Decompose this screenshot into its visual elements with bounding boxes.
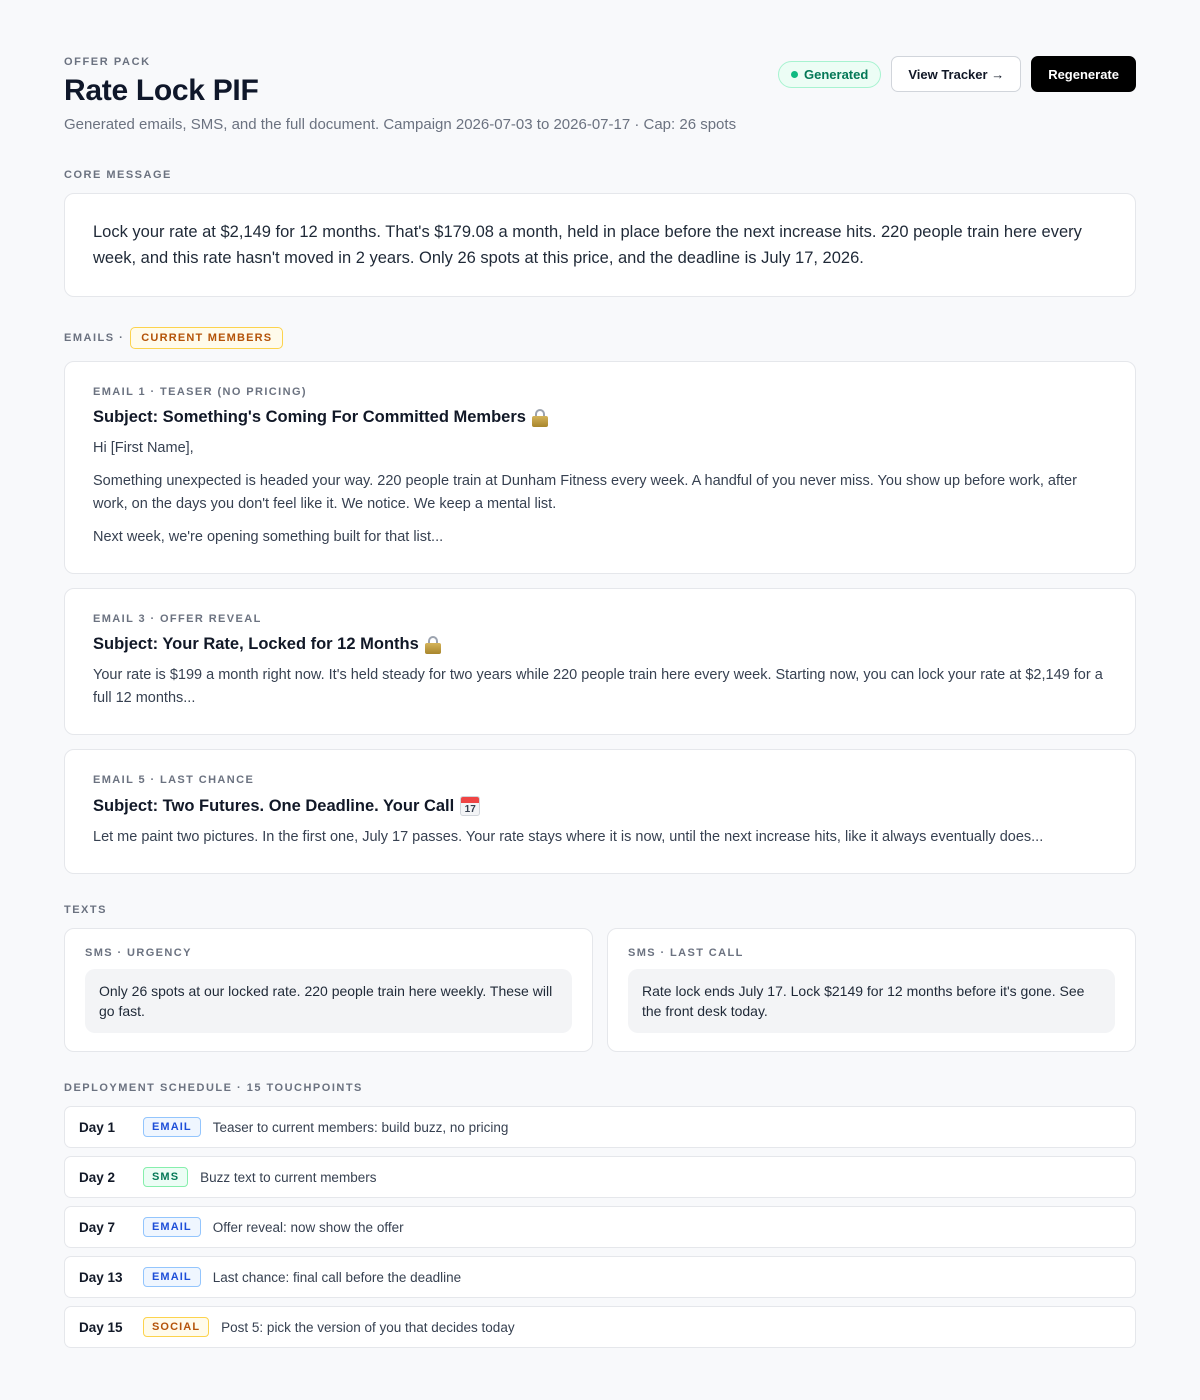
schedule-text: Buzz text to current members — [200, 1169, 377, 1185]
emails-heading: EMAILS · — [64, 332, 125, 344]
channel-tag: EMAIL — [143, 1117, 201, 1137]
schedule-day: Day 1 — [79, 1119, 116, 1135]
email-subject — [93, 635, 1107, 654]
email-list — [64, 361, 1136, 874]
page-title: Rate Lock PIF — [64, 74, 259, 107]
email-subject-text: Subject: Your Rate, Locked for 12 Months — [93, 635, 419, 653]
schedule-label: DEPLOYMENT SCHEDULE · 15 TOUCHPOINTS — [64, 1082, 363, 1094]
view-tracker-button[interactable]: View Tracker → — [891, 56, 1021, 92]
texts-row — [64, 928, 1136, 1052]
channel-tag: SMS — [143, 1167, 188, 1187]
schedule-row[interactable] — [64, 1106, 1136, 1148]
texts-label: TEXTS — [64, 904, 107, 916]
sms-card-last-call[interactable] — [607, 928, 1136, 1052]
lock-icon — [532, 409, 548, 427]
status-dot-icon — [791, 71, 798, 78]
status-label: Generated — [804, 66, 869, 82]
schedule-day: Day 2 — [79, 1169, 116, 1185]
schedule-section — [64, 1082, 1136, 1348]
email-subject-text: Subject: Something's Coming For Committed Members — [93, 408, 526, 426]
schedule-row[interactable] — [64, 1256, 1136, 1298]
emails-section — [64, 327, 1136, 874]
schedule-row[interactable] — [64, 1156, 1136, 1198]
schedule-day: Day 7 — [79, 1219, 116, 1235]
email-card-3[interactable] — [64, 588, 1136, 735]
email-card-1[interactable] — [64, 361, 1136, 574]
schedule-text: Offer reveal: now show the offer — [212, 1219, 404, 1235]
sms-kicker: SMS · LAST CALL — [628, 947, 744, 959]
page-subtitle: Generated emails, SMS, and the full document. Campaign 2026-07-03 to 2026-07-17 · Cap: 26 spots — [64, 116, 737, 133]
page-eyebrow: OFFER PACK — [64, 56, 151, 68]
email-greeting: Hi [First Name], — [93, 440, 194, 456]
schedule-row[interactable] — [64, 1206, 1136, 1248]
lock-icon — [425, 636, 441, 654]
schedule-text: Post 5: pick the version of you that decides today — [221, 1319, 515, 1335]
sms-kicker: SMS · URGENCY — [85, 947, 192, 959]
email-body: Something unexpected is headed your way. 220 people train at Dunham Fitness every week. A handful of you never miss. You show up before work, after work, on the days you don't feel like it. We notice. We keep a mental list. — [93, 473, 1077, 512]
channel-tag: SOCIAL — [143, 1317, 209, 1337]
regenerate-button[interactable]: Regenerate — [1031, 56, 1136, 92]
audience-badge: CURRENT MEMBERS — [130, 327, 283, 349]
core-message-section — [64, 169, 1136, 297]
email-body: Next week, we're opening something built for that list... — [93, 529, 444, 545]
sms-bubble: Only 26 spots at our locked rate. 220 people train here weekly. These will go fast. — [85, 969, 572, 1033]
emails-label — [64, 327, 1136, 349]
email-body: Your rate is $199 a month right now. It's held steady for two years while 220 people train here every week. Starting now, you can lock your rate at $2,149 for a full 12 months... — [93, 667, 1103, 706]
channel-tag: EMAIL — [143, 1217, 201, 1237]
sms-card-urgency[interactable] — [64, 928, 593, 1052]
email-subject-text: Subject: Two Futures. One Deadline. Your Call — [93, 796, 455, 815]
schedule-day: Day 15 — [79, 1319, 123, 1335]
page-header — [64, 56, 1136, 146]
email-kicker: EMAIL 1 · TEASER (NO PRICING) — [93, 386, 307, 398]
header-actions — [778, 56, 1136, 92]
schedule-row[interactable] — [64, 1306, 1136, 1348]
calendar-icon: 17 — [460, 796, 480, 816]
email-kicker: EMAIL 5 · LAST CHANCE — [93, 774, 255, 786]
texts-section — [64, 904, 1136, 1052]
email-subject — [93, 408, 1107, 427]
channel-tag: EMAIL — [143, 1267, 201, 1287]
core-message-card: Lock your rate at $2,149 for 12 months. That's $179.08 a month, held in place before the next increase hits. 220 people train here every week, and this rate hasn't moved in 2 years. Only 26 spots at this price, and the deadline is July 17, 2026. — [64, 193, 1136, 297]
sms-bubble: Rate lock ends July 17. Lock $2149 for 12 months before it's gone. See the front desk today. — [628, 969, 1115, 1033]
email-subject — [93, 796, 1107, 816]
email-kicker: EMAIL 3 · OFFER REVEAL — [93, 613, 262, 625]
email-card-5[interactable] — [64, 749, 1136, 874]
schedule-day: Day 13 — [79, 1269, 123, 1285]
core-message-label: CORE MESSAGE — [64, 169, 172, 181]
email-body: Let me paint two pictures. In the first one, July 17 passes. Your rate stays where it is now, until the next increase hits, like it always eventually does... — [93, 829, 1044, 845]
schedule-list — [64, 1106, 1136, 1348]
schedule-text: Last chance: final call before the deadline — [212, 1269, 462, 1285]
schedule-text: Teaser to current members: build buzz, no pricing — [212, 1119, 509, 1135]
status-badge — [778, 61, 881, 88]
